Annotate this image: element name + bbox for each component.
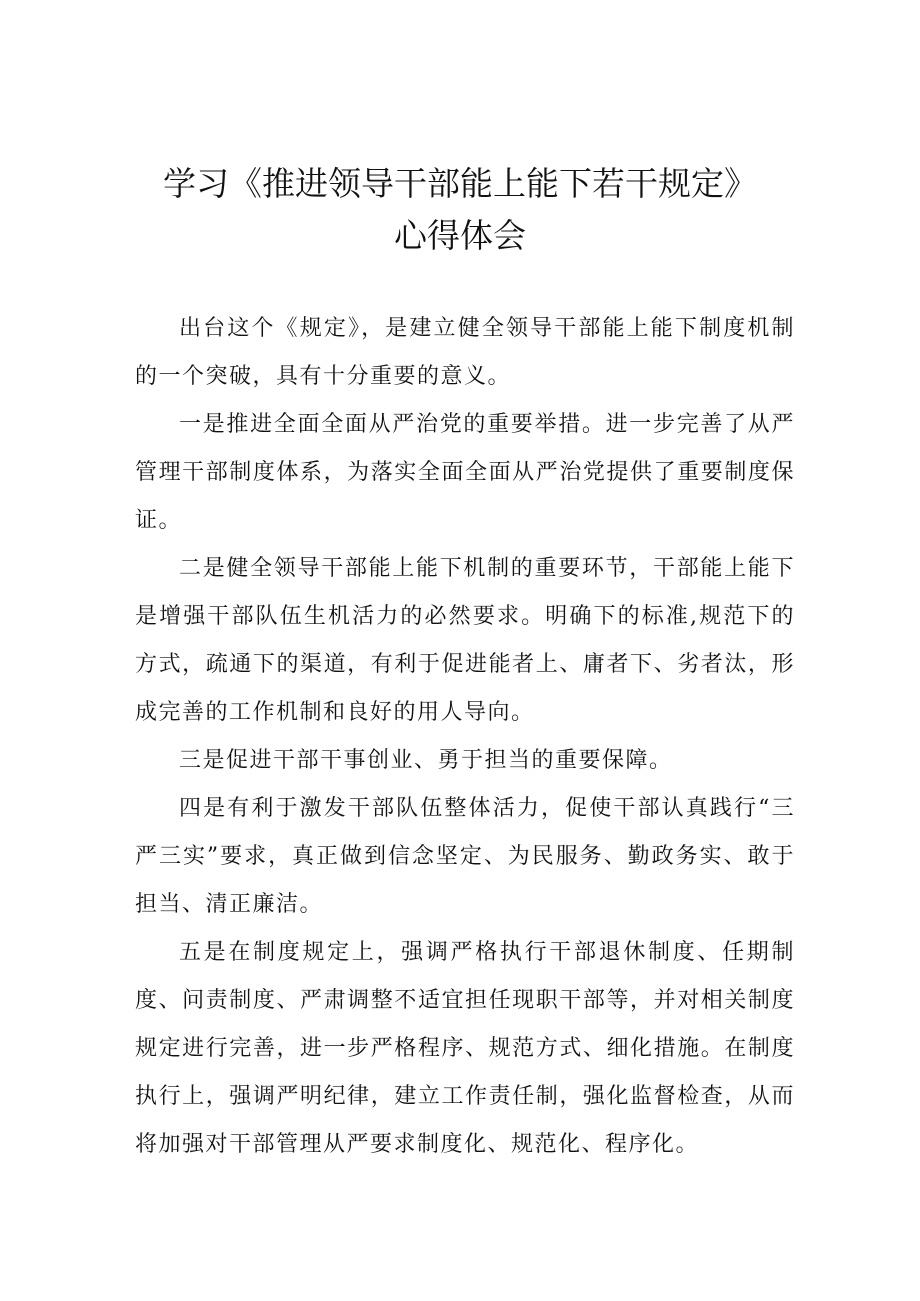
paragraph-point-one: 一是推进全面全面从严治党的重要举措。进一步完善了从严管理干部制度体系，为落实全面全面从严治党提供了重要制度保证。 (135, 412, 795, 533)
paragraph-point-two: 二是健全领导干部能上能下机制的重要环节，干部能上能下是增强干部队伍生机活力的必然要求。明确下的标准,规范下的方式，疏通下的渠道，有利于促进能者上、庸者下、劣者汰，形成完善的工作机制和良好的用人导向。 (135, 556, 795, 725)
paragraph-intro: 出台这个《规定》，是建立健全领导干部能上能下制度机制的一个突破，具有十分重要的意义。 (135, 316, 795, 389)
document-body (135, 305, 795, 1169)
document-title-line-2: 心得体会 (394, 216, 526, 255)
paragraph-point-four: 四是有利于激发干部队伍整体活力，促使干部认真践行“三严三实”要求，真正做到信念坚定、为民服务、勤政务实、敢于担当、清正廉洁。 (135, 796, 795, 917)
paragraph-point-three: 三是促进干部干事创业、勇于担当的重要保障。 (179, 748, 673, 773)
document-title-line-1: 学习《推进领导干部能上能下若干规定》 (163, 164, 757, 203)
paragraph-point-five: 五是在制度规定上，强调严格执行干部退休制度、任期制度、问责制度、严肃调整不适宜担任现职干部等，并对相关制度规定进行完善，进一步严格程序、规范方式、细化措施。在制度执行上，强调严明纪律，建立工作责任制，强化监督检查，从而将加强对干部管理从严要求制度化、规范化、程序化。 (135, 940, 795, 1157)
